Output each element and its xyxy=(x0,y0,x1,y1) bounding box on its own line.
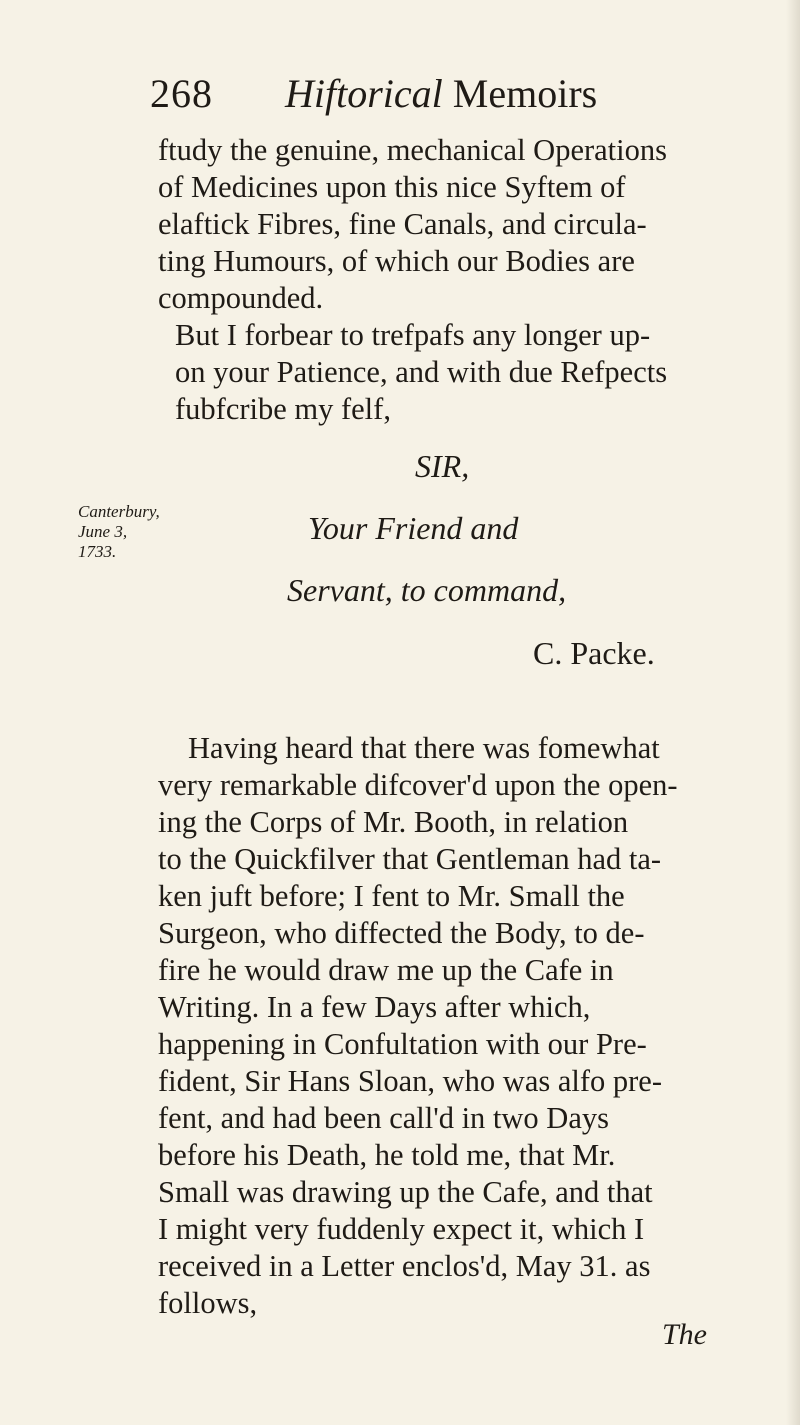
sidenote-place-date xyxy=(78,502,160,562)
paragraph-continuation xyxy=(158,132,723,317)
closing-line-1: Your Friend and xyxy=(308,510,519,546)
sidenote-place: Canterbury, xyxy=(78,502,160,521)
text-line: happening in Confultation with our Pre- xyxy=(158,1027,647,1061)
closing-line-2: Servant, to command, xyxy=(287,572,567,608)
text-line: follows, xyxy=(158,1286,258,1320)
running-head-italic: Hiftorical xyxy=(285,71,443,116)
text-line: Having heard that there was fomewhat xyxy=(188,731,660,765)
text-line: of Medicines upon this nice Syftem of xyxy=(158,170,626,204)
catchword: The xyxy=(662,1318,707,1351)
text-line: fubfcribe my felf, xyxy=(175,392,391,426)
sidenote-year: 1733. xyxy=(78,542,117,561)
page-edge-shadow xyxy=(786,0,800,1425)
text-line: to the Quickfilver that Gentleman had ta- xyxy=(158,842,662,876)
text-line: ftudy the genuine, mechanical Operations xyxy=(158,133,667,167)
running-head xyxy=(285,70,597,117)
text-line: fident, Sir Hans Sloan, who was alfo pre- xyxy=(158,1064,662,1098)
text-line: fent, and had been call'd in two Days xyxy=(158,1101,609,1135)
text-line: compounded. xyxy=(158,281,324,315)
signature: C. Packe. xyxy=(533,635,655,671)
text-line: elaftick Fibres, fine Canals, and circula- xyxy=(158,207,647,241)
text-line: before his Death, he told me, that Mr. xyxy=(158,1138,616,1172)
sidenote-date: June 3, xyxy=(78,522,128,541)
text-line: ing the Corps of Mr. Booth, in relation xyxy=(158,805,629,839)
paragraph-having-heard xyxy=(158,730,723,1322)
text-line: ken juft before; I fent to Mr. Small the xyxy=(158,879,625,913)
text-line: very remarkable difcover'd upon the open- xyxy=(158,768,678,802)
text-line: I might very fuddenly expect it, which I xyxy=(158,1212,645,1246)
text-line: Writing. In a few Days after which, xyxy=(158,990,591,1024)
page-number: 268 xyxy=(150,71,213,116)
text-line: on your Patience, and with due Refpects xyxy=(175,355,668,389)
text-line: fire he would draw me up the Cafe in xyxy=(158,953,614,987)
text-line: Small was drawing up the Cafe, and that xyxy=(158,1175,653,1209)
page-header xyxy=(150,70,710,120)
text-line: ting Humours, of which our Bodies are xyxy=(158,244,635,278)
text-line: received in a Letter enclos'd, May 31. as xyxy=(158,1249,651,1283)
text-line: But I forbear to trefpafs any longer up- xyxy=(175,318,651,352)
paragraph-forbear xyxy=(175,317,723,428)
running-head-roman: Memoirs xyxy=(452,71,598,116)
salutation: SIR, xyxy=(415,448,470,484)
text-line: Surgeon, who diffected the Body, to de- xyxy=(158,916,645,950)
